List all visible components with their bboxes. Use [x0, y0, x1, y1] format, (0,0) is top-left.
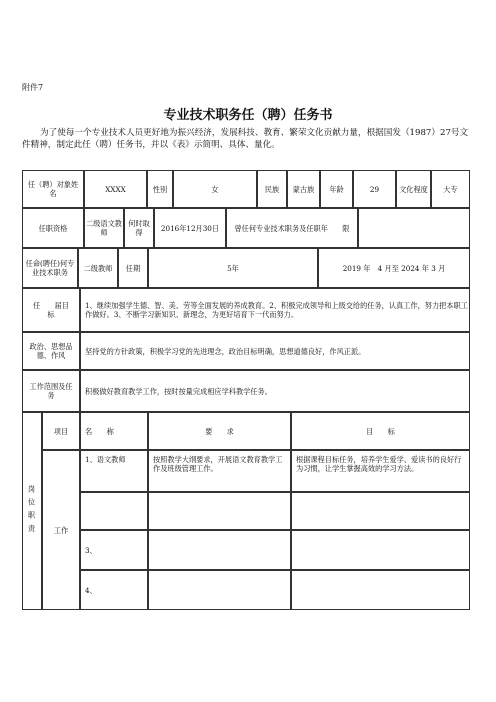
duty-row-2-name	[80, 492, 148, 530]
ethnicity-value: 蒙古族	[287, 170, 320, 208]
duty-row-3-goal	[291, 530, 470, 570]
name-value: XXXX	[84, 170, 147, 208]
duty-row-3-requirement	[148, 530, 291, 570]
duties-side-label: 岗位职责	[22, 412, 42, 610]
sex-value: 女	[173, 170, 257, 208]
term-range: 2019 年 4 月至 2024 年 3 月	[318, 248, 470, 288]
page-title: 专业技术职务任（聘）任务书	[163, 108, 333, 123]
obtain-date: 2016年12月30日	[154, 208, 226, 248]
duty-row-1-goal: 根据课程目标任务，培养学生爱学、爱读书的良好行为习惯，让学生掌握高效的学习方法。	[291, 450, 470, 492]
age-value: 29	[353, 170, 396, 208]
task-form-table	[22, 170, 470, 610]
politics-value: 坚持党的方针政策，积极学习党的先进理念，政治目标明确，思想道德良好，作风正派。	[80, 332, 470, 370]
edu-label: 文化程度	[396, 170, 431, 208]
scope-value: 积极做好教育教学工作，按时按量完成相应学科教学任务。	[80, 370, 470, 412]
qualification-label: 任职资格	[22, 208, 84, 248]
obtain-label: 何时取得	[124, 208, 154, 248]
politics-label: 政治、思想品德、作风	[22, 332, 80, 370]
goal-value: 1、继续加强学生德、智、美、劳等全面发展的养成教育。2、积极完成领导和上级交给的任务，认真工作，努力把本职工作做好。3、不断学习新知识、新理念，为更好培育下一代而努力。	[80, 288, 470, 332]
work-label: 工作	[42, 450, 80, 610]
qualification-value: 二级语文教师	[84, 208, 124, 248]
duty-row-2-goal	[291, 492, 470, 530]
post-value: 二级教师	[78, 248, 118, 288]
header-name: 名 称	[80, 412, 148, 450]
duty-row-2-requirement	[148, 492, 291, 530]
header-goal: 目 标	[291, 412, 470, 450]
duty-row-1-requirement: 按照教学大纲要求，开展语文教育教学工作及班级管理工作。	[148, 450, 291, 492]
sex-label: 性别	[147, 170, 173, 208]
intro-paragraph: 为了使每一个专业技术人员更好地为振兴经济，发展科技、教育、繁荣文化贡献力量，根据国发（1987）27号文件精神，制定此任（聘）任务书，并以《表》示简明、具体、量化。	[22, 128, 469, 150]
attachment-label: 附件7	[22, 83, 44, 92]
ethnicity-label: 民族	[257, 170, 287, 208]
duty-row-1-name: 1、语文教师	[80, 450, 148, 492]
header-item: 项目	[42, 412, 80, 450]
term-years: 5年	[148, 248, 318, 288]
duty-row-4-name: 4、	[80, 570, 148, 610]
header-requirement: 要 求	[148, 412, 291, 450]
goal-label: 任 届目 标	[22, 288, 80, 332]
previous-post-value	[358, 208, 470, 248]
name-label: 任（聘）对象姓 名	[22, 170, 84, 208]
duty-row-3-name: 3、	[80, 530, 148, 570]
scope-label: 工作范围及任 务	[22, 370, 80, 412]
duty-row-4-requirement	[148, 570, 291, 610]
age-label: 年龄	[320, 170, 353, 208]
post-label: 任命(聘任)何专业技术职务	[22, 248, 78, 288]
term-label: 任期	[118, 248, 148, 288]
previous-post-label: 曾任何专业技术职务及任职年 限	[226, 208, 358, 248]
edu-value: 大专	[431, 170, 470, 208]
duty-row-4-goal	[291, 570, 470, 610]
